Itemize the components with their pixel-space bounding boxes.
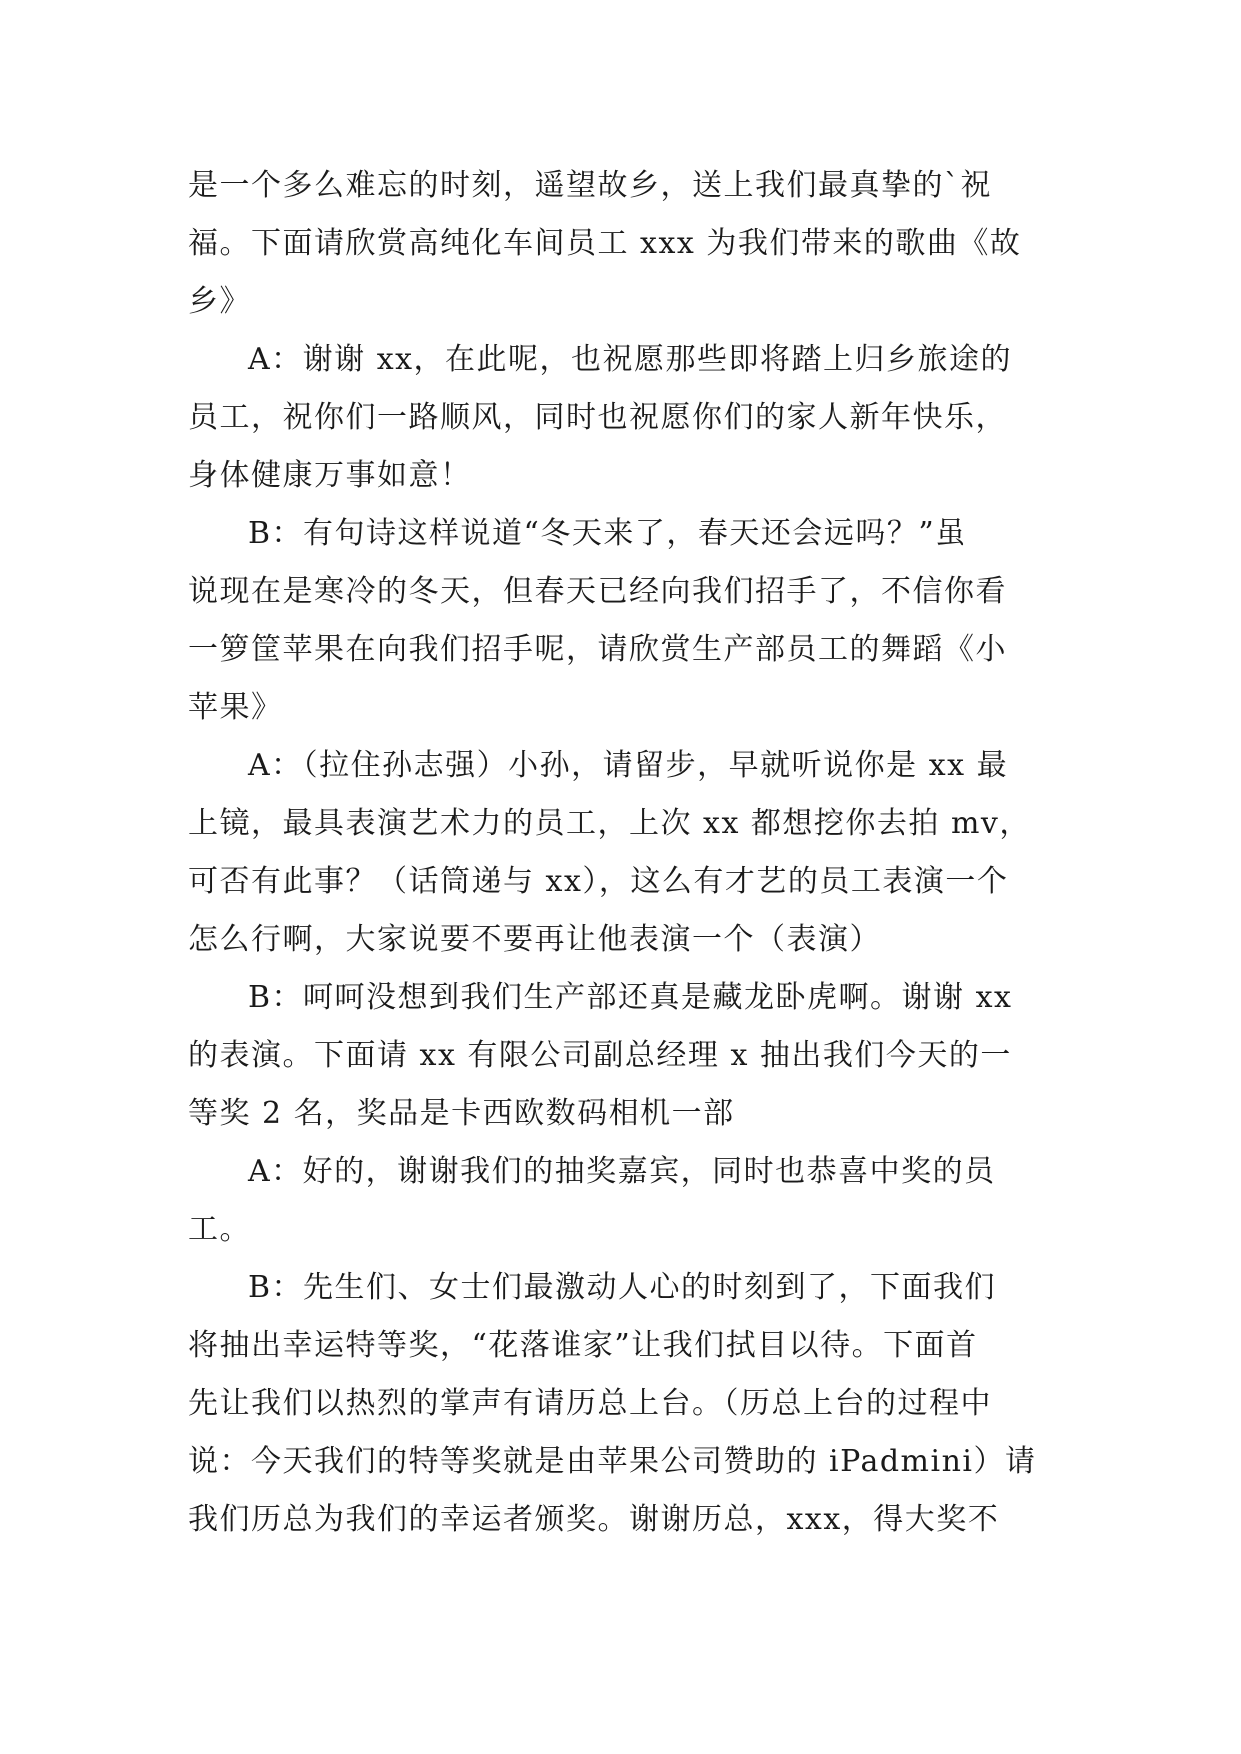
text-line: B：先生们、女士们最激动人心的时刻到了，下面我们 (248, 1270, 997, 1305)
text-line: 上镜，最具表演艺术力的员工，上次 xx 都想挖你去拍 mv， (188, 806, 1031, 841)
text-line: 一箩筐苹果在向我们招手呢，请欣赏生产部员工的舞蹈《小 (188, 632, 1007, 667)
text-line: 说现在是寒冷的冬天，但春天已经向我们招手了，不信你看 (188, 574, 1007, 609)
text-line: 工。 (188, 1212, 251, 1247)
text-line: 怎么行啊，大家说要不要再让他表演一个（表演） (188, 922, 881, 957)
text-line: 员工，祝你们一路顺风，同时也祝愿你们的家人新年快乐， (188, 400, 1007, 435)
text-line: 的表演。下面请 xx 有限公司副总经理 x 抽出我们今天的一 (188, 1038, 1012, 1073)
text-line: A：谢谢 xx，在此呢，也祝愿那些即将踏上归乡旅途的 (248, 342, 1013, 377)
text-line: 说：今天我们的特等奖就是由苹果公司赞助的 iPadmini）请 (188, 1444, 1037, 1479)
text-line: 将抽出幸运特等奖，“花落谁家”让我们拭目以待。下面首 (188, 1328, 978, 1363)
text-line: 福。下面请欣赏高纯化车间员工 xxx 为我们带来的歌曲《故 (188, 226, 1022, 261)
text-line: 可否有此事？（话筒递与 xx），这么有才艺的员工表演一个 (188, 864, 1009, 899)
text-line: 乡》 (188, 284, 251, 319)
text-line: 先让我们以热烈的掌声有请历总上台。（历总上台的过程中 (188, 1386, 992, 1421)
text-line: A：（拉住孙志强）小孙，请留步，早就听说你是 xx 最 (248, 748, 1009, 783)
text-line: B：呵呵没想到我们生产部还真是藏龙卧虎啊。谢谢 xx (248, 980, 1013, 1015)
text-line: 等奖 2 名，奖品是卡西欧数码相机一部 (188, 1096, 735, 1131)
text-line: 苹果》 (188, 690, 283, 725)
text-line: A：好的，谢谢我们的抽奖嘉宾，同时也恭喜中奖的员 (248, 1154, 996, 1189)
text-line: B：有句诗这样说道“冬天来了，春天还会远吗？”虽 (248, 516, 967, 551)
text-line: 是一个多么难忘的时刻，遥望故乡，送上我们最真挚的`祝 (188, 168, 992, 203)
text-line: 我们历总为我们的幸运者颁奖。谢谢历总，xxx，得大奖不 (188, 1502, 1000, 1537)
body-text (188, 157, 1048, 1549)
text-line: 身体健康万事如意！ (188, 458, 472, 493)
